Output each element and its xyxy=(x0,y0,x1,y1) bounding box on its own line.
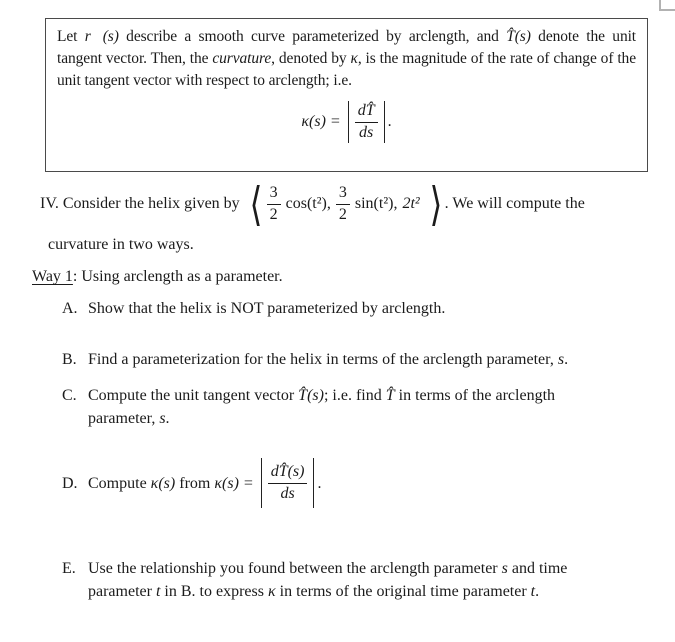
problem-intro-tail: . We will compute the xyxy=(444,195,585,212)
fraction-denominator: 2 xyxy=(336,204,350,224)
item-D-text xyxy=(88,458,637,508)
fraction-numerator: 3 xyxy=(269,184,278,202)
curvature-term: curvature xyxy=(212,50,272,67)
open-angle-bracket: ⟨ xyxy=(249,177,263,231)
sin-term: sin(t²), xyxy=(354,195,398,212)
item-A xyxy=(62,297,637,320)
item-B-text-segment: . xyxy=(564,351,569,368)
item-A-label: A. xyxy=(62,300,78,317)
way1-text: Using arclength as a parameter. xyxy=(77,268,283,285)
problem-intro-line2: curvature in two ways. xyxy=(48,236,194,253)
item-E-text-segment: . xyxy=(535,583,540,600)
item-B-text xyxy=(88,348,637,371)
fraction-numerator: dT̂ xyxy=(357,102,375,120)
z-component-term: 2t² xyxy=(402,195,420,212)
cos-term: cos(t²), xyxy=(285,195,331,212)
arclength-parameter-symbol: s xyxy=(557,351,565,368)
item-E xyxy=(62,557,637,603)
item-E-text-segment: and time xyxy=(507,560,568,577)
item-B-text-segment: Find a parameterization for the helix in terms of the arclength parameter, xyxy=(88,351,558,368)
item-C-text-segment: ; i.e. find xyxy=(323,387,386,404)
time-parameter-symbol: t xyxy=(530,583,536,600)
item-C-text-segment: parameter, xyxy=(88,410,160,427)
definition-text-segment: , denoted by xyxy=(271,50,351,67)
problem-intro-line1 xyxy=(40,177,650,231)
item-C-text-segment: in terms of the arclength xyxy=(394,387,556,404)
item-E-line1 xyxy=(88,557,637,580)
window-frame-corner xyxy=(659,0,675,11)
derivative-fraction xyxy=(355,102,378,142)
fraction-denominator: ds xyxy=(268,483,308,503)
item-C-text-segment: . xyxy=(165,410,170,427)
item-B xyxy=(62,348,637,371)
item-E-line2 xyxy=(88,580,637,603)
fraction-denominator: 2 xyxy=(267,204,281,224)
item-C-text xyxy=(88,384,637,430)
kappa-equation-lhs: κ(s) = xyxy=(214,474,254,492)
problem-number-and-lead: IV. Consider the helix given by xyxy=(40,195,240,212)
fraction-denominator: ds xyxy=(355,122,378,142)
definition-text-segment: describe a smooth curve parameterized by arclength, and xyxy=(118,28,507,45)
close-angle-bracket: ⟩ xyxy=(429,177,443,231)
item-D-text-segment: Compute xyxy=(88,474,151,492)
item-C-line1 xyxy=(88,384,637,407)
item-E-text-segment: in terms of the original time parameter xyxy=(275,583,531,600)
item-D-text-segment xyxy=(88,472,254,495)
fraction-numerator: 3 xyxy=(338,184,347,202)
way1-underlined-label: Way 1 xyxy=(32,268,73,285)
definition-text-segment: denote the unit tangent vector. Then, the xyxy=(57,28,637,67)
item-C-label: C. xyxy=(62,387,77,404)
item-C-text-segment: Compute the unit tangent vector xyxy=(88,387,299,404)
kappa-of-s-symbol: κ(s) xyxy=(150,474,176,492)
arclength-parameter-symbol: s xyxy=(159,410,166,427)
kappa-symbol: κ xyxy=(350,50,358,67)
item-D-label: D. xyxy=(62,474,78,492)
item-C xyxy=(62,384,637,430)
fraction-numerator: dT̂(s) xyxy=(270,463,305,481)
item-E-text-segment: in B. to express xyxy=(160,583,268,600)
formula-period: . xyxy=(317,474,322,492)
arclength-parameter-symbol: s xyxy=(501,560,508,577)
unit-tangent-symbol: T̂ xyxy=(385,387,395,404)
item-E-text-segment: parameter xyxy=(88,583,156,600)
unit-tangent-symbol: T̂(s) xyxy=(298,387,324,404)
unit-tangent-symbol: T̂(s) xyxy=(506,28,531,45)
definition-text-segment: Let xyxy=(57,28,85,45)
item-D xyxy=(62,458,637,508)
way1-colon: : xyxy=(72,268,78,285)
helix-vector-expression xyxy=(247,177,445,231)
three-halves-fraction xyxy=(267,184,281,224)
curvature-definition-formula xyxy=(57,101,636,143)
absolute-value-bars xyxy=(348,101,385,143)
definition-box xyxy=(45,18,648,172)
item-E-text xyxy=(88,557,637,603)
item-C-line2 xyxy=(88,407,637,430)
item-A-text: Show that the helix is NOT parameterized by arclength. xyxy=(88,300,446,317)
kappa-symbol: κ xyxy=(267,583,276,600)
absolute-value-bars xyxy=(261,458,315,508)
time-parameter-symbol: t xyxy=(155,583,161,600)
item-B-label: B. xyxy=(62,351,77,368)
formula-period: . xyxy=(387,113,392,130)
problem-intro xyxy=(40,177,650,256)
three-halves-fraction xyxy=(336,184,350,224)
formula-lhs: κ(s) = xyxy=(301,113,341,130)
definition-paragraph xyxy=(57,26,636,92)
item-E-label: E. xyxy=(62,560,76,577)
item-E-text-segment: Use the relationship you found between the arclength parameter xyxy=(88,560,502,577)
definition-text-segment: , is the magnitude of the rate of change of the unit tangent vector with respect to arclength; i.e. xyxy=(57,50,636,89)
derivative-fraction xyxy=(268,463,308,503)
way1-heading xyxy=(32,266,283,288)
item-D-text-segment: from xyxy=(175,474,215,492)
r-vector-symbol: r⃗(s) xyxy=(84,28,119,45)
